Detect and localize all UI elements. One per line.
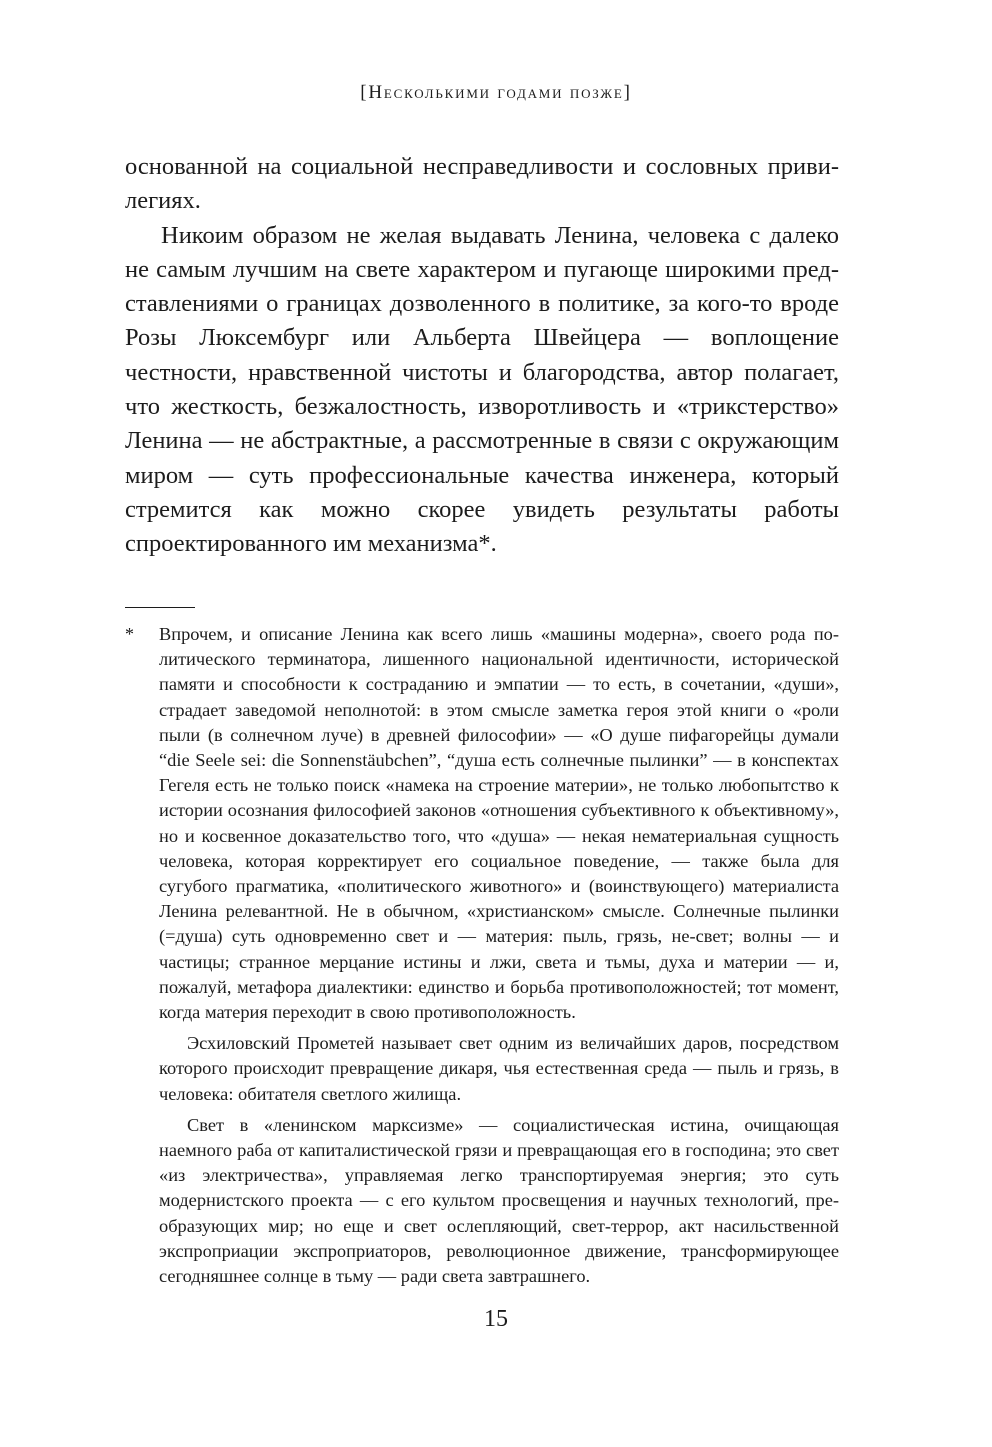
- footnote-paragraph: Свет в «ленинском марксизме» — социалистическая истина, очищающая наемного раба от капиталистической грязи и превращающая его в господина; это свет «из электричества», управляемая легко транспортируемая энергия; это суть модернистского проекта — с его культом просвещения и научных технологий, преобразующих мир; но еще и свет ослепляющий, свет-террор, акт насильственной экспроприации экспроприаторов, революционное движение, трансформирующее сегодняшнее солнце в тьму — ради света завтрашнего.: [159, 1114, 839, 1287]
- footnote-marker: *: [125, 624, 134, 644]
- footnote-separator: [125, 607, 195, 608]
- main-paragraph: основанной на социальной несправедливости и сословных привилегиях.: [125, 153, 839, 215]
- running-header: [Несколькими годами позже]: [360, 82, 632, 103]
- footnote-paragraph: Впрочем, и описание Ленина как всего лишь «машины модерна», своего рода политического терминатора, лишенного национальной идентичности, исторической памяти и способности к состраданию и эмпатии — то есть, в сочетании, «души», страдает заведомой неполнотой: в этом смысле заметка героя этой книги о «роли пыли (в солнечном луче) в древней философии» — «О душе пифагорейцы думали “die Seele sei: die Sonnenstäubchen”, “душа есть солнечные пылинки” — в конспектах Гегеля есть не только поиск «намека на строение материи», не только любопытство к истории осознания философией законов «отношения субъективного к объективному», но и косвенное доказательство того, что «душа» — некая нематериальная сущность человека, которая корректирует его социальное поведение, — также была для сугубого прагматика, «политического животного» и (воинствующего) материалиста Ленина релевантной. Не в обычном, «христианском» смысле. Солнечные пылинки (=душа) суть одновременно свет и — материя: пыль, грязь, не-свет; волны — и частицы; странное мерцание истины и лжи, света и тьмы, духа и материи — и, пожалуй, метафора диалектики: единство и борьба противоположностей; тот момент, когда материя переходит в свою противоположность.: [159, 624, 839, 1023]
- main-paragraph: Никоим образом не желая выдавать Ленина, человека с далеко не самым лучшим на свете характером и пугающе широкими представлениями о границах дозволенного в политике, за кого-то вроде Розы Люксембург или Альберта Швейцера — воплощение честности, нравственной чистоты и благородства, автор полагает, что жесткость, безжалостность, изворотливость и «трикстерство» Ленина — не абстрактные, а рассмотренные в связи с окружающим миром — суть профессиональные качества инженера, который стремится как можно скорее увидеть результаты работы спроектированного им механизма*.: [125, 221, 839, 558]
- main-text: [125, 150, 839, 562]
- footnote: [125, 622, 839, 1289]
- footnote-body: [159, 622, 839, 1289]
- footnote-paragraph: Эсхиловский Прометей называет свет одним из величайших даров, посредством которого происходит превращение дикаря, чья естественная среда — пыль и грязь, в человека: обитателя светлого жилища.: [159, 1033, 839, 1104]
- page-number: 15: [484, 1306, 508, 1332]
